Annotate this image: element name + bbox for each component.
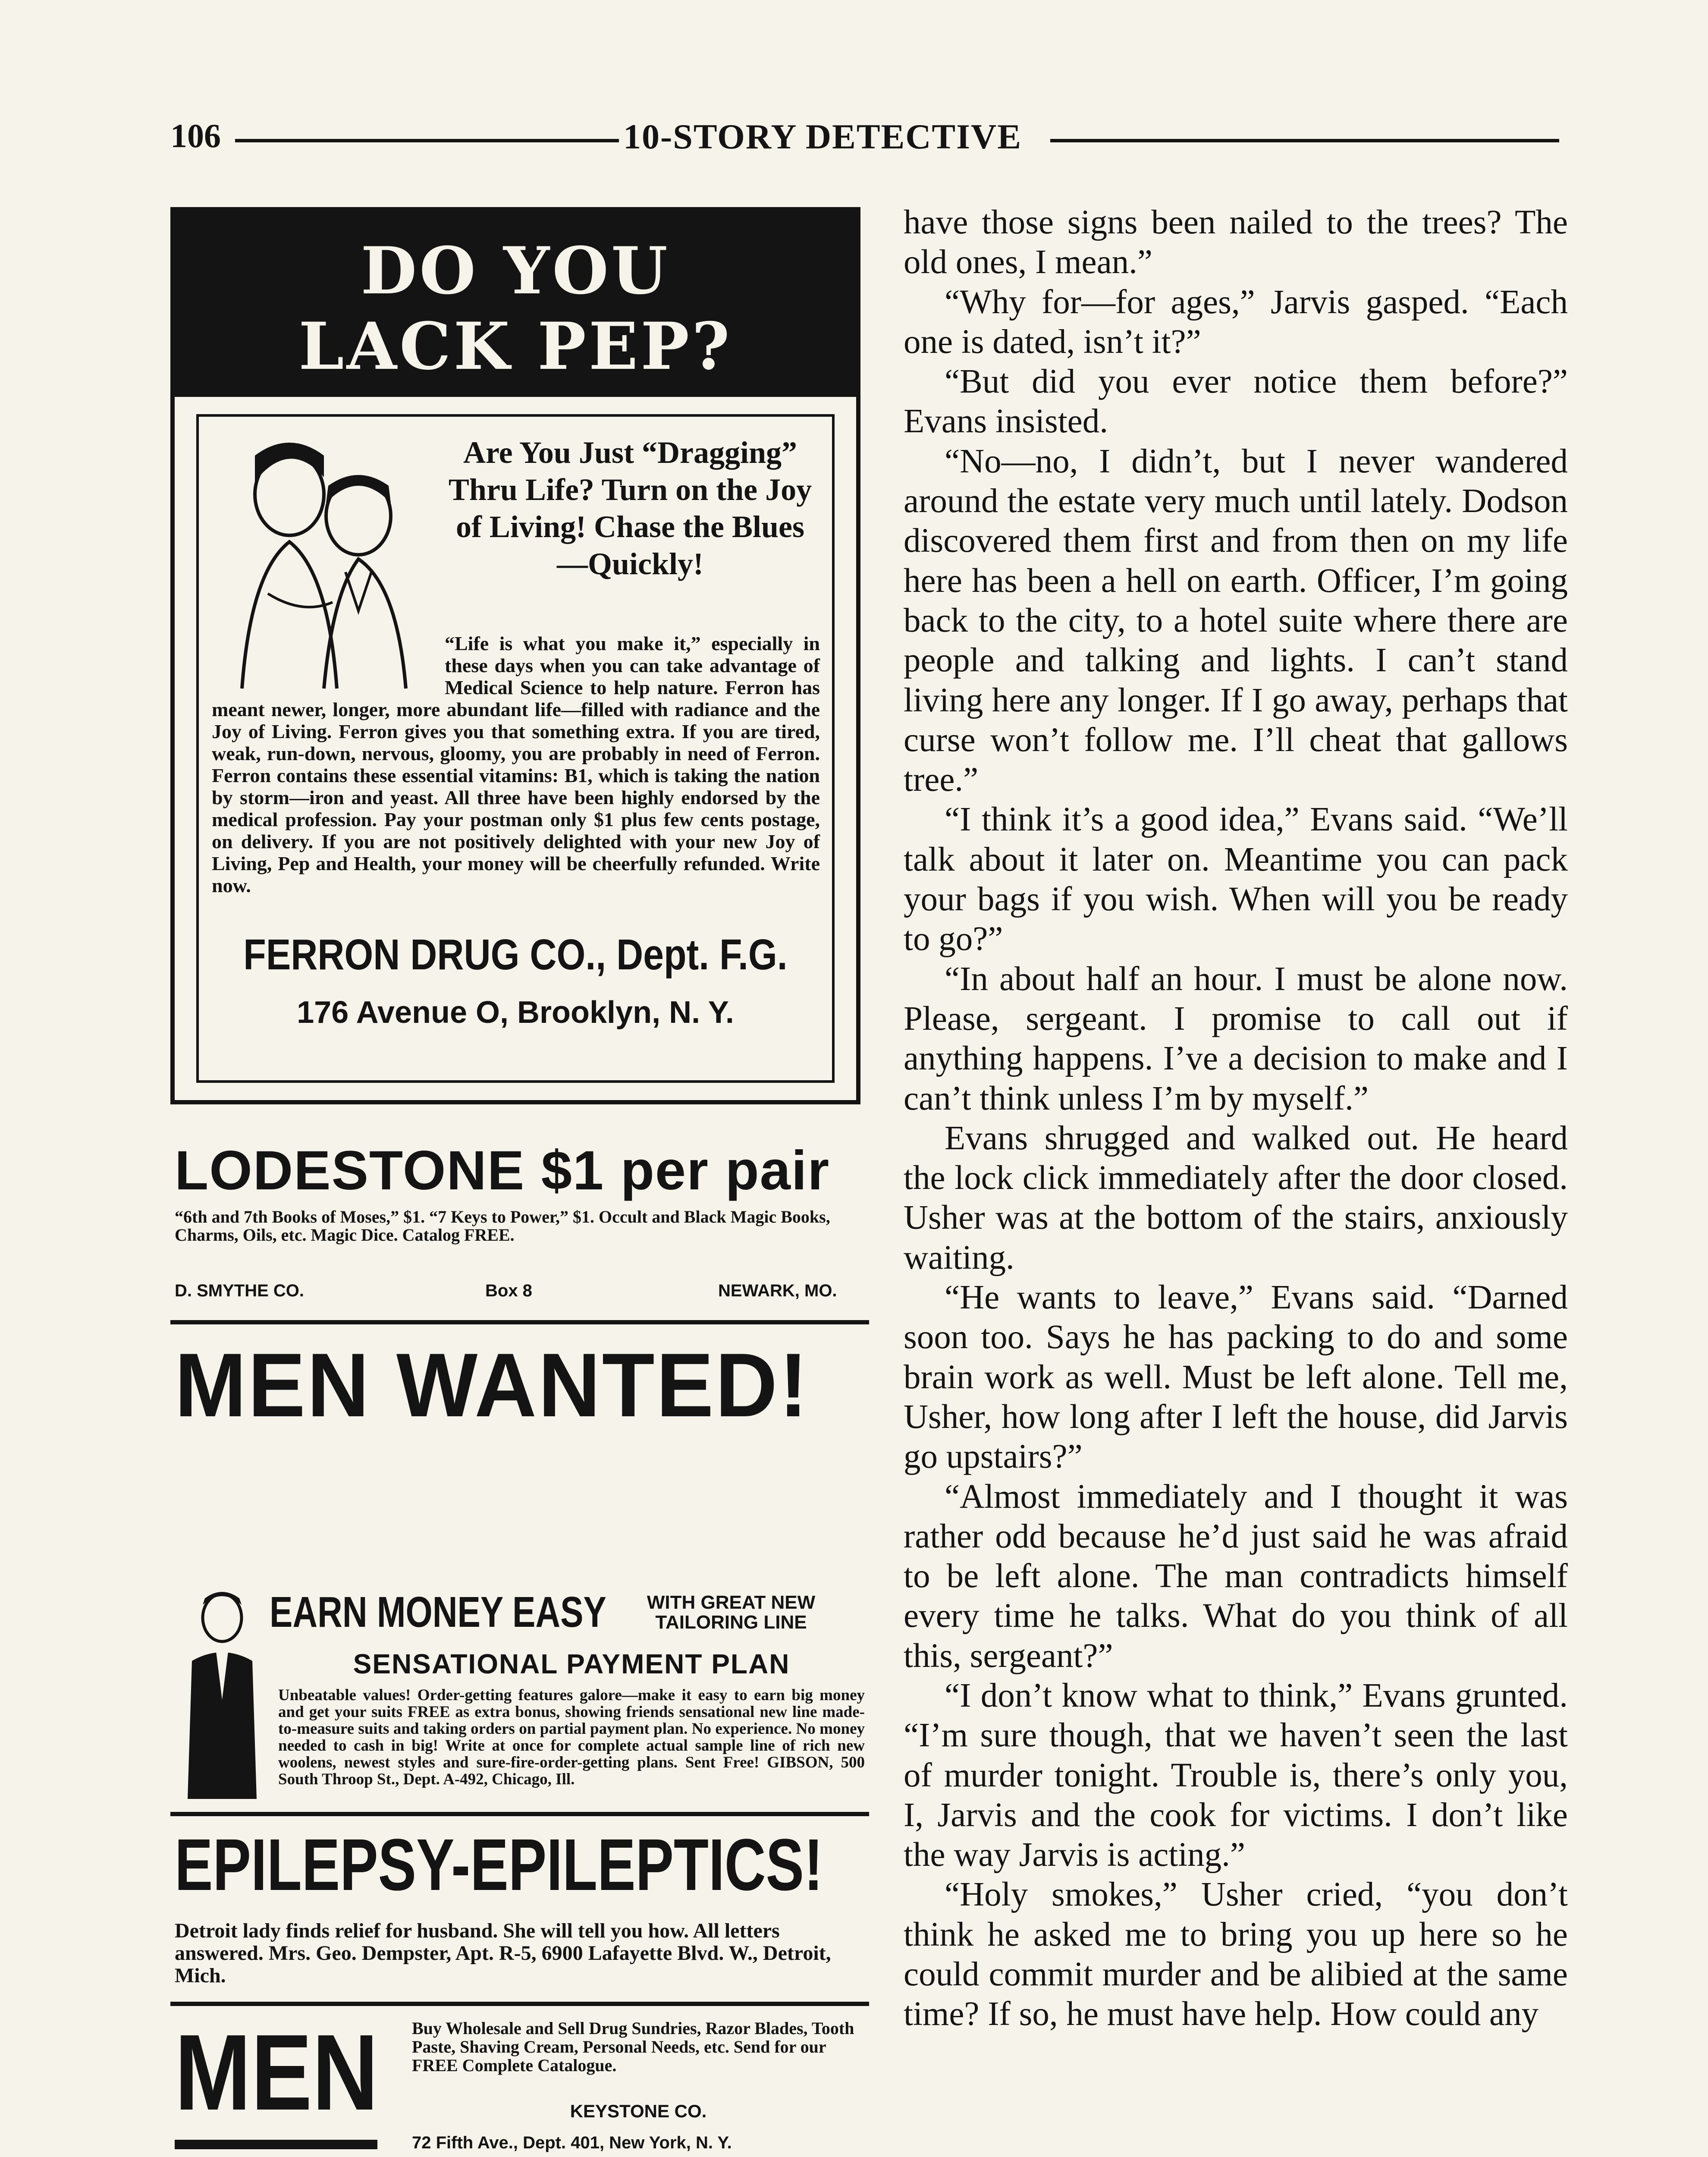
epilepsy-body: Detroit lady finds relief for husband. She will tell you how. All letters answered. Mrs. Geo. Dempster, Apt. R-5, 6900 Lafayette Blvd. W., Detroit, Mich. [175, 1919, 831, 1987]
ad-men-wanted [170, 1329, 869, 1816]
story-paragraph: “No—no, I didn’t, but I never wandered around the estate very much until lately. Dodson discovered them first and from then on my life here has been a hell on earth. Officer, I’m going back to the city, to a hotel suite where there are people and talking and lights. I can’t stand living here any longer. If I go away, perhaps that curse won’t follow me. I’ll cheat that gallows tree.” [904, 442, 1568, 799]
page-number: 106 [170, 117, 221, 154]
keystone-company: KEYSTONE CO. [570, 2101, 707, 2121]
keystone-headline: MEN [175, 2012, 379, 2132]
running-head [170, 116, 1559, 168]
ferron-headline-2: LACK PEP? [298, 308, 732, 384]
earn-money-easy: EARN MONEY EASY [270, 1588, 606, 1636]
ferron-body-wrap [212, 632, 820, 896]
epilepsy-headline: EPILEPSY-EPILEPTICS! [175, 1824, 823, 1906]
story-paragraph: “I think it’s a good idea,” Evans said. “We’ll talk about it later on. Meantime you can pack your bags if you wish. When will you be ready to go?” [904, 801, 1568, 958]
lodestone-box: Box 8 [485, 1281, 532, 1300]
story-paragraph: “He wants to leave,” Evans said. “Darned soon too. Says he has packing to do and some brain work as well. Must be left alone. Tell me, Usher, how long after I left the house, did Jarvis go upstairs?” [904, 1279, 1568, 1476]
ad-ferron [170, 207, 860, 1104]
ferron-company: FERRON DRUG CO., Dept. F.G. [243, 931, 788, 979]
man-in-suit-illustration [179, 1588, 265, 1799]
men-wanted-body: Unbeatable values! Order-getting features galore—make it easy to earn big money and get your suits FREE as extra bonus, showing friends sensational new line made-to-measure suits and taking orders on partial payment plan. No experience. No money needed to cash in big! Write at once for complete actual sample line of rich new woolens, newest styles and sure-fire-order-getting plans. Sent Free! GIBSON, 500 South Throop St., Dept. A-492, Chicago, Ill. [278, 1686, 865, 1788]
ferron-subhead: Are You Just “Dragging” Thru Life? Turn on the Joy of Living! Chase the Blues—Quickly! [448, 435, 812, 581]
tailoring-line: WITH GREAT NEW TAILORING LINE [647, 1592, 816, 1633]
magazine-title: 10-STORY DETECTIVE [623, 117, 1022, 156]
lodestone-city: NEWARK, MO. [718, 1281, 837, 1300]
men-wanted-headline: MEN WANTED! [175, 1334, 810, 1436]
story-paragraph: “Almost immediately and I thought it was rather odd because he’d just said he was afraid to be left alone. The man contradicts himself every time he talks. What do you think of all this, sergeant?” [904, 1478, 1568, 1675]
story-paragraph: “Holy smokes,” Usher cried, “you don’t think he asked me to bring you up here so he could commit murder and be alibied at the same time? If so, he must have help. How could any [904, 1876, 1568, 2033]
story-column [904, 203, 1568, 2034]
ad-keystone [170, 2010, 869, 2157]
ferron-body: “Life is what you make it,” especially in these days when you can take advantage of Medical Science to help nature. Ferron has meant newer, longer, more abundant life—filled with radiance and the Joy of Living. Ferron gives you that something extra. If you are tired, weak, run-down, nervous, gloomy, you are probably in need of Ferron. Ferron contains these essential vitamins: B1, which is taking the nation by storm—iron and yeast. All three have been highly endorsed by the medical profession. Pay your postman only $1 plus few cents postage, on delivery. If you are not positively delighted with your new Joy of Living, Pep and Health, your money will be cheerfully refunded. Write now. [212, 632, 820, 896]
lodestone-company: D. SMYTHE CO. [175, 1281, 305, 1300]
ferron-address: 176 Avenue O, Brooklyn, N. Y. [297, 995, 734, 1030]
lodestone-headline: LODESTONE $1 per pair [175, 1140, 830, 1201]
story-paragraph: Evans shrugged and walked out. He heard the lock click immediately after the door closed. Usher was at the bottom of the stairs, anxiously waiting. [904, 1119, 1568, 1277]
body-indent-spacer [212, 632, 445, 697]
story-paragraph: “Why for—for ages,” Jarvis gasped. “Each one is dated, isn’t it?” [904, 283, 1568, 361]
ad-lodestone [170, 1139, 869, 1324]
keystone-address: 72 Fifth Ave., Dept. 401, New York, N. Y. [412, 2133, 732, 2152]
ferron-headline-1: DO YOU [361, 233, 670, 309]
story-paragraph: “But did you ever notice them before?” Evans insisted. [904, 363, 1568, 440]
story-paragraph: have those signs been nailed to the trees? The old ones, I mean.” [904, 204, 1568, 281]
head-rule-right [1050, 139, 1559, 142]
payment-plan: SENSATIONAL PAYMENT PLAN [353, 1648, 790, 1679]
head-rule-left [235, 139, 619, 142]
ferron-inner-box [196, 414, 835, 1083]
story-paragraph: “In about half an hour. I must be alone now. Please, sergeant. I promise to call out if anything happens. I’ve a decision to make and I can’t think unless I’m by myself.” [904, 960, 1568, 1117]
ferron-header [175, 211, 856, 397]
keystone-body: Buy Wholesale and Sell Drug Sundries, Razor Blades, Tooth Paste, Shaving Cream, Personal Needs, etc. Send for our FREE Complete Catalogue. [412, 2019, 854, 2075]
keystone-underline-bar [175, 2140, 377, 2149]
lodestone-body: “6th and 7th Books of Moses,” $1. “7 Keys to Power,” $1. Occult and Black Magic Books, Charms, Oils, etc. Magic Dice. Catalog FREE. [175, 1207, 830, 1245]
story-paragraph: “I don’t know what to think,” Evans grunted. “I’m sure though, that we haven’t seen the last of murder tonight. Trouble is, there’s only you, I, Jarvis and the cook for victims. I don’t like the way Jarvis is acting.” [904, 1676, 1568, 1874]
ad-epilepsy [170, 1821, 869, 2006]
